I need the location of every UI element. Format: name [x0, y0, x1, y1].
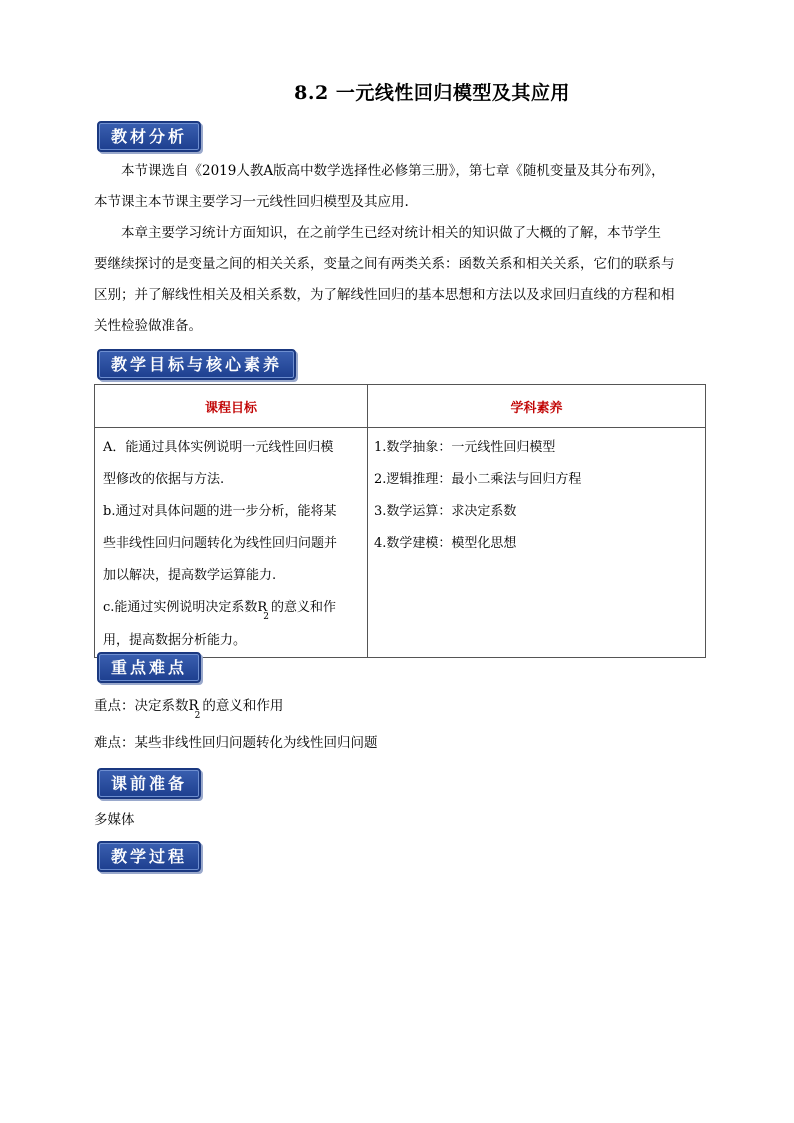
goal-line: A．能通过具体实例说明一元线性回归模: [103, 440, 334, 455]
prep-text: 多媒体: [94, 812, 135, 828]
literacy-cell: [368, 428, 706, 658]
analysis-line: 要继续探讨的是变量之间的相关关系，变量之间有两类关系：函数关系和相关关系，它们的联系与: [94, 256, 675, 272]
analysis-line: 本节课选自《2019人教A版高中数学选择性必修第三册》，第七章《随机变量及其分布列》，: [121, 163, 665, 179]
section-tag-key: 重点难点: [97, 652, 201, 683]
focus-line: [94, 694, 284, 721]
goal-line: 加以解决，提高数学运算能力.: [103, 568, 277, 583]
literacy-line: 2.逻辑推理：最小二乘法与回归方程: [374, 472, 582, 487]
goal-line: 型修改的依据与方法.: [103, 472, 225, 487]
goal-line: 些非线性回归问题转化为线性回归问题并: [103, 536, 338, 551]
literacy-line: 3.数学运算：求决定系数: [374, 504, 517, 519]
goal-line: b.通过对具体问题的进一步分析，能将某: [103, 504, 337, 519]
subscript: 2: [194, 711, 201, 721]
literacy-line: 1.数学抽象：一元线性回归模型: [374, 440, 556, 455]
section-tag-process: 教学过程: [97, 841, 201, 872]
analysis-line: 关性检验做准备。: [94, 318, 202, 334]
analysis-line: 区别；并了解线性相关及相关系数，为了解线性回归的基本思想和方法以及求回归直线的方程和相: [94, 287, 675, 303]
goal-text: 的意义和作: [270, 600, 336, 615]
analysis-line: 本章主要学习统计方面知识，在之前学生已经对统计相关的知识做了大概的了解，本节学生: [121, 225, 661, 241]
section-tag-goals: 教学目标与核心素养: [97, 349, 296, 380]
table-header-literacy: 学科素养: [368, 385, 706, 428]
goal-line: 用，提高数据分析能力。: [103, 633, 247, 648]
page-title: 8.2 一元线性回归模型及其应用: [294, 82, 570, 104]
subscript: 2: [263, 612, 269, 622]
section-tag-prep: 课前准备: [97, 768, 201, 799]
goals-table: [94, 384, 706, 658]
difficulty-line: 难点：某些非线性回归问题转化为线性回归问题: [94, 735, 378, 751]
goals-cell: [95, 428, 368, 658]
section-tag-analysis: 教材分析: [97, 121, 201, 152]
goal-text: c.能通过实例说明决定系数R: [103, 600, 268, 615]
analysis-text: [94, 156, 710, 342]
table-header-goals: 课程目标: [95, 385, 368, 428]
focus-text: 的意义和作用: [202, 698, 284, 714]
focus-text: 重点：决定系数R: [94, 698, 199, 714]
goal-line-with-sub: [103, 592, 359, 625]
analysis-line: 本节课主本节课主要学习一元线性回归模型及其应用.: [94, 194, 409, 210]
literacy-line: 4.数学建模：模型化思想: [374, 536, 517, 551]
